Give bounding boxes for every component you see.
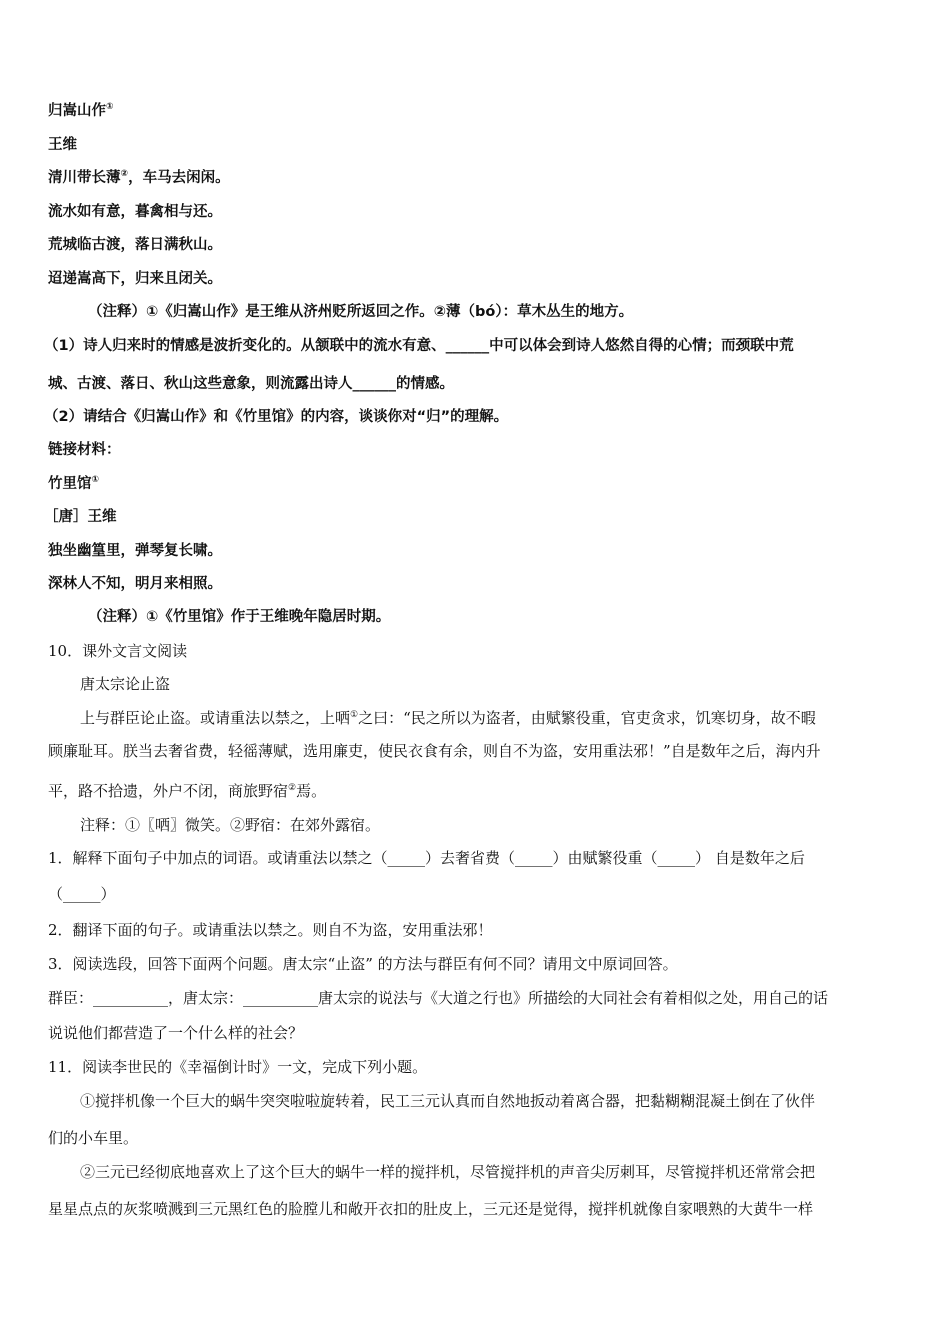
q10-item3-line3: 说说他们都营造了一个什么样的社会？ — [48, 1024, 304, 1042]
q10-item2: 2．翻译下面的句子。或请重法以禁之。则自不为盗，安用重法邪！ — [48, 921, 493, 939]
poem1-title: 归嵩山作① — [48, 102, 114, 119]
footnote-mark: ① — [91, 475, 100, 485]
poem2-line-1: 独坐幽篁里，弹琴复长啸。 — [48, 543, 222, 559]
q10-item1-line2: （_____） — [48, 885, 116, 903]
q10-passage-line-1: 上与群臣论止盗。或请重法以禁之，上哂①之曰：“民之所以为盗者，由赋繁役重，官吏贪求，饥寒切身，故不暇 — [80, 709, 816, 727]
poem2-author: ［唐］王维 — [44, 509, 117, 525]
q11-heading: 11．阅读李世民的《幸福倒计时》一文，完成下列小题。 — [48, 1058, 428, 1076]
poem1-line-3: 荒城临古渡，落日满秋山。 — [48, 237, 222, 253]
footnote-mark: ① — [106, 102, 114, 112]
q9-part1-line1: （1）诗人归来时的情感是波折变化的。从颔联中的流水有意、______中可以体会到诗人悠然自得的心情；而颈联中荒 — [44, 338, 794, 354]
q9-part2: （2）请结合《归嵩山作》和《竹里馆》的内容，谈谈你对“归”的理解。 — [44, 409, 509, 425]
poem2-title: 竹里馆① — [48, 475, 100, 492]
poem1-line-1: 清川带长薄②，车马去闲闲。 — [48, 169, 230, 186]
footnote-mark: ① — [350, 710, 359, 720]
poem1-line-2: 流水如有意，暮禽相与还。 — [48, 204, 222, 220]
q10-note: 注释：①〖哂〗微笑。②野宿：在郊外露宿。 — [80, 816, 381, 834]
q9-part1-line2: 城、古渡、落日、秋山这些意象，则流露出诗人______的情感。 — [48, 376, 454, 392]
q10-passage-title: 唐太宗论止盗 — [80, 675, 171, 693]
poem1-author: 王维 — [48, 137, 77, 153]
q10-heading: 10．课外文言文阅读 — [48, 642, 188, 660]
poem2-line-2: 深林人不知，明月来相照。 — [48, 576, 222, 592]
q11-para1-line2: 们的小车里。 — [48, 1129, 139, 1147]
q10-passage-line-2: 顾廉耻耳。朕当去奢省费，轻徭薄赋，选用廉吏，使民衣食有余，则自不为盗，安用重法邪！”自是数年之后，海内升 — [48, 742, 821, 760]
q10-item1-line1: 1．解释下面句子中加点的词语。或请重法以禁之（_____）去奢省费（_____）由赋繁役重（_____） 自是数年之后 — [48, 849, 805, 867]
link-material-label: 链接材料： — [48, 442, 121, 458]
q11-para2-line1: ②三元已经彻底地喜欢上了这个巨大的蜗牛一样的搅拌机，尽管搅拌机的声音尖厉刺耳，尽管搅拌机还常常会把 — [80, 1163, 816, 1181]
footnote-mark: ② — [288, 783, 297, 793]
poem1-line-4: 迢递嵩高下，归来且闭关。 — [48, 271, 222, 287]
poem1-note: （注释）①《归嵩山作》是王维从济州贬所返回之作。②薄（bó）：草木丛生的地方。 — [88, 304, 634, 320]
q10-passage-line-3: 平，路不拾遗，外户不闭，商旅野宿②焉。 — [48, 782, 327, 800]
q11-para1-line1: ①搅拌机像一个巨大的蜗牛突突啦啦旋转着，民工三元认真而自然地扳动着离合器，把黏糊糊混凝土倒在了伙伴 — [80, 1092, 816, 1110]
q10-item3-line2: 群臣：__________，唐太宗：__________唐太宗的说法与《大道之行也》所描绘的大同社会有着相似之处，用自己的话 — [48, 989, 829, 1007]
footnote-mark: ② — [120, 169, 129, 179]
poem2-note: （注释）①《竹里馆》作于王维晚年隐居时期。 — [88, 609, 391, 625]
q10-item3: 3．阅读选段，回答下面两个问题。唐太宗“止盗” 的方法与群臣有何不同？请用文中原词回答。 — [48, 955, 678, 973]
q11-para2-line2: 星星点点的灰浆喷溅到三元黑红色的脸膛儿和敞开衣扣的肚皮上，三元还是觉得，搅拌机就像自家喂熟的大黄牛一样 — [48, 1200, 814, 1218]
